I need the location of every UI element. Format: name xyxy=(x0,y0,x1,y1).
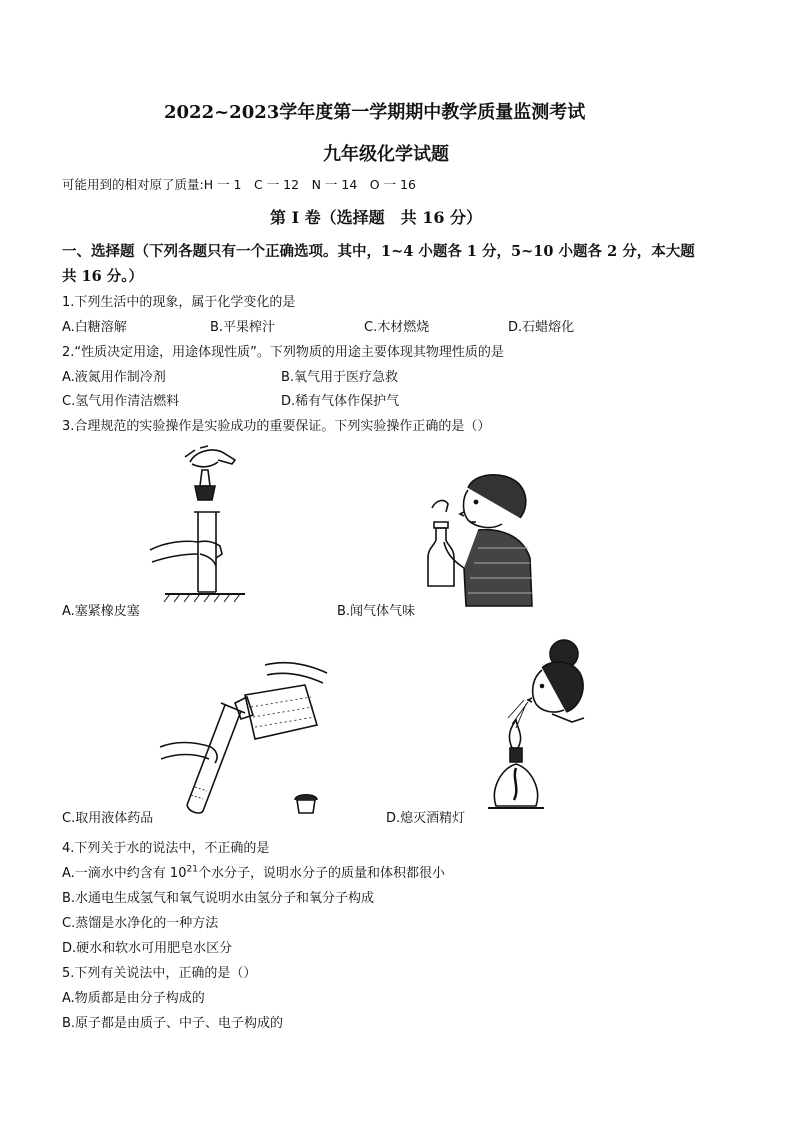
question-4-option-a-rest: 个水分子，说明水分子的质量和体积都很小 xyxy=(197,866,445,881)
question-3-option-a: A.塞紧橡皮塞 xyxy=(62,604,140,619)
question-1-option-d: D.石蜡熔化 xyxy=(508,320,575,335)
question-4-option-a xyxy=(62,862,445,881)
exam-subtitle: 九年级化学试题 xyxy=(323,144,449,165)
question-4-option-a-superscript: 21 xyxy=(186,864,198,875)
section-instructions-line1: 一、选择题（下列各题只有一个正确选项。其中，1~4 小题各 1 分，5~10 小题各 2 分，本大题 xyxy=(62,243,695,260)
question-5-option-a: A.物质都是由分子构成的 xyxy=(62,991,205,1006)
question-2-option-a: A.液氮用作制冷剂 xyxy=(62,370,166,385)
question-3-option-d: D.熄灭酒精灯 xyxy=(386,811,466,826)
question-3-stem: 3.合理规范的实验操作是实验成功的重要保证。下列实验操作正确的是（） xyxy=(62,419,491,434)
question-2-stem: 2.“性质决定用途，用途体现性质”。下列物质的用途主要体现其物理性质的是 xyxy=(62,345,504,360)
question-1-option-c: C.木材燃烧 xyxy=(364,320,430,335)
question-2-option-c: C.氢气用作清洁燃料 xyxy=(62,394,180,409)
question-4-stem: 4.下列关于水的说法中，不正确的是 xyxy=(62,841,270,856)
question-2-option-d: D.稀有气体作保护气 xyxy=(281,394,400,409)
figure-b-smell-gas xyxy=(418,468,538,608)
question-4-option-c: C.蒸馏是水净化的一种方法 xyxy=(62,916,219,931)
question-3-option-c: C.取用液体药品 xyxy=(62,811,154,826)
atomic-masses: 可能用到的相对原了质量:H 一 1 C 一 12 N 一 14 O 一 16 xyxy=(62,177,416,192)
question-3-option-b: B.闻气体气味 xyxy=(337,604,416,619)
question-4-option-a-text: A.一滴水中约含有 10 xyxy=(62,866,187,881)
figure-a-stopper xyxy=(140,442,260,607)
question-5-option-b: B.原子都是由质子、中子、电子构成的 xyxy=(62,1016,284,1031)
question-2-option-b: B.氧气用于医疗急救 xyxy=(281,370,399,385)
question-4-option-b: B.水通电生成氢气和氧气说明水由氢分子和氧分子构成 xyxy=(62,891,375,906)
question-5-stem: 5.下列有关说法中，正确的是（） xyxy=(62,966,257,981)
question-4-option-d: D.硬水和软水可用肥皂水区分 xyxy=(62,941,233,956)
question-1-stem: 1.下列生活中的现象，属于化学变化的是 xyxy=(62,295,296,310)
exam-title: 2022~2023学年度第一学期期中教学质量监测考试 xyxy=(164,102,586,123)
question-1-option-a: A.白糖溶解 xyxy=(62,320,127,335)
section-title: 第 I 卷（选择题 共 16 分） xyxy=(270,208,483,227)
section-instructions-line2: 共 16 分。） xyxy=(62,268,144,285)
question-1-option-b: B.平果榨汁 xyxy=(210,320,276,335)
figure-c-pour-liquid xyxy=(155,655,335,815)
figure-d-blow-lamp xyxy=(482,638,592,818)
